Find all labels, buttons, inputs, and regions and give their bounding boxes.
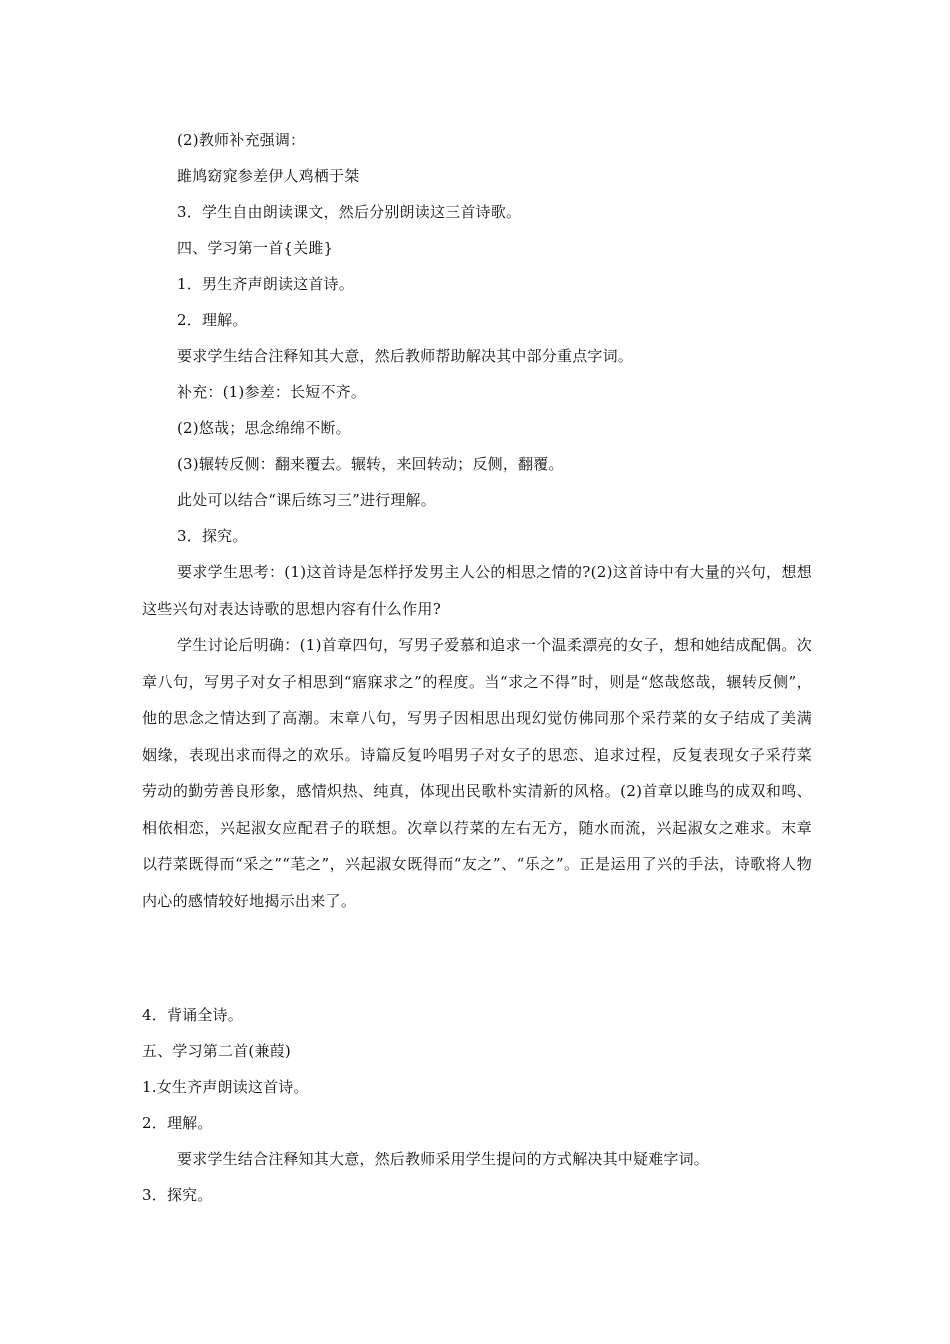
section-heading-five: 五、学习第二首(兼葭) — [142, 1042, 291, 1060]
text-line-key-words: 雎鸠窈窕参差伊人鸡栖于桀 — [177, 167, 360, 185]
text-line-girls-read: 1.女生齐声朗读这首诗。 — [142, 1078, 309, 1096]
text-line-explore-2: 3．探究。 — [142, 1186, 213, 1204]
text-line-step-3: 3．学生自由朗读课文，然后分别朗读这三首诗歌。 — [177, 203, 522, 221]
text-line-supplement-1: 补充：(1)参差：长短不齐。 — [177, 383, 367, 401]
text-line-understand: 2．理解。 — [142, 1114, 213, 1132]
section-heading-four: 四、学习第一首{关雎} — [177, 239, 334, 257]
text-line-requirement: 要求学生结合注释知其大意，然后教师帮助解决其中部分重点字词。 — [177, 347, 634, 365]
paragraph-thinking-questions: 要求学生思考：(1)这首诗是怎样抒发男主人公的相思之情的?(2)这首诗中有大量的兴句，想想这些兴句对表达诗歌的思想内容有什么作用? — [142, 563, 812, 618]
text-line-step-1: 1．男生齐声朗读这首诗。 — [177, 275, 354, 293]
text-line-explore: 3．探究。 — [177, 527, 248, 545]
text-line-step-2: 2．理解。 — [177, 311, 248, 329]
text-line-teacher-emphasis: (2)教师补充强调： — [177, 131, 306, 149]
text-line-recite: 4．背诵全诗。 — [142, 1006, 243, 1024]
paragraph-discussion-conclusion: 学生讨论后明确：(1)首章四句，写男子爱慕和追求一个温柔漂亮的女子，想和她结成配偶。次章八句，写男子对女子相思到“寤寐求之”的程度。当“求之不得”时，则是“悠哉悠哉，辗转反侧”，他的思念之情达到了高潮。末章八句，写男子因相思出现幻觉仿佛同那个采荇菜的女子结成了美满姻缘，表现出求而得之的欢乐。诗篇反复吟唱男子对女子的思恋、追求过程，反复表现女子采荇菜劳动的勤劳善良形象，感情炽热、纯真，体现出民歌朴实清新的风格。(2)首章以雎鸟的成双和鸣、相依相恋，兴起淑女应配君子的联想。次章以荇菜的左右无方，随水而流，兴起淑女之难求。末章以荇菜既得而“采之”“芼之”，兴起淑女既得而“友之”、“乐之”。正是运用了兴的手法，诗歌将人物内心的感情较好地揭示出来了。 — [142, 636, 812, 910]
text-line-requirement-2: 要求学生结合注释知其大意，然后教师采用学生提问的方式解决其中疑难字词。 — [177, 1150, 710, 1168]
text-line-supplement-2: (2)悠哉；思念绵绵不断。 — [177, 419, 351, 437]
text-line-exercise-note: 此处可以结合“课后练习三”进行理解。 — [177, 491, 436, 509]
text-line-supplement-3: (3)辗转反侧：翻来覆去。辗转，来回转动；反侧，翻覆。 — [177, 455, 564, 473]
